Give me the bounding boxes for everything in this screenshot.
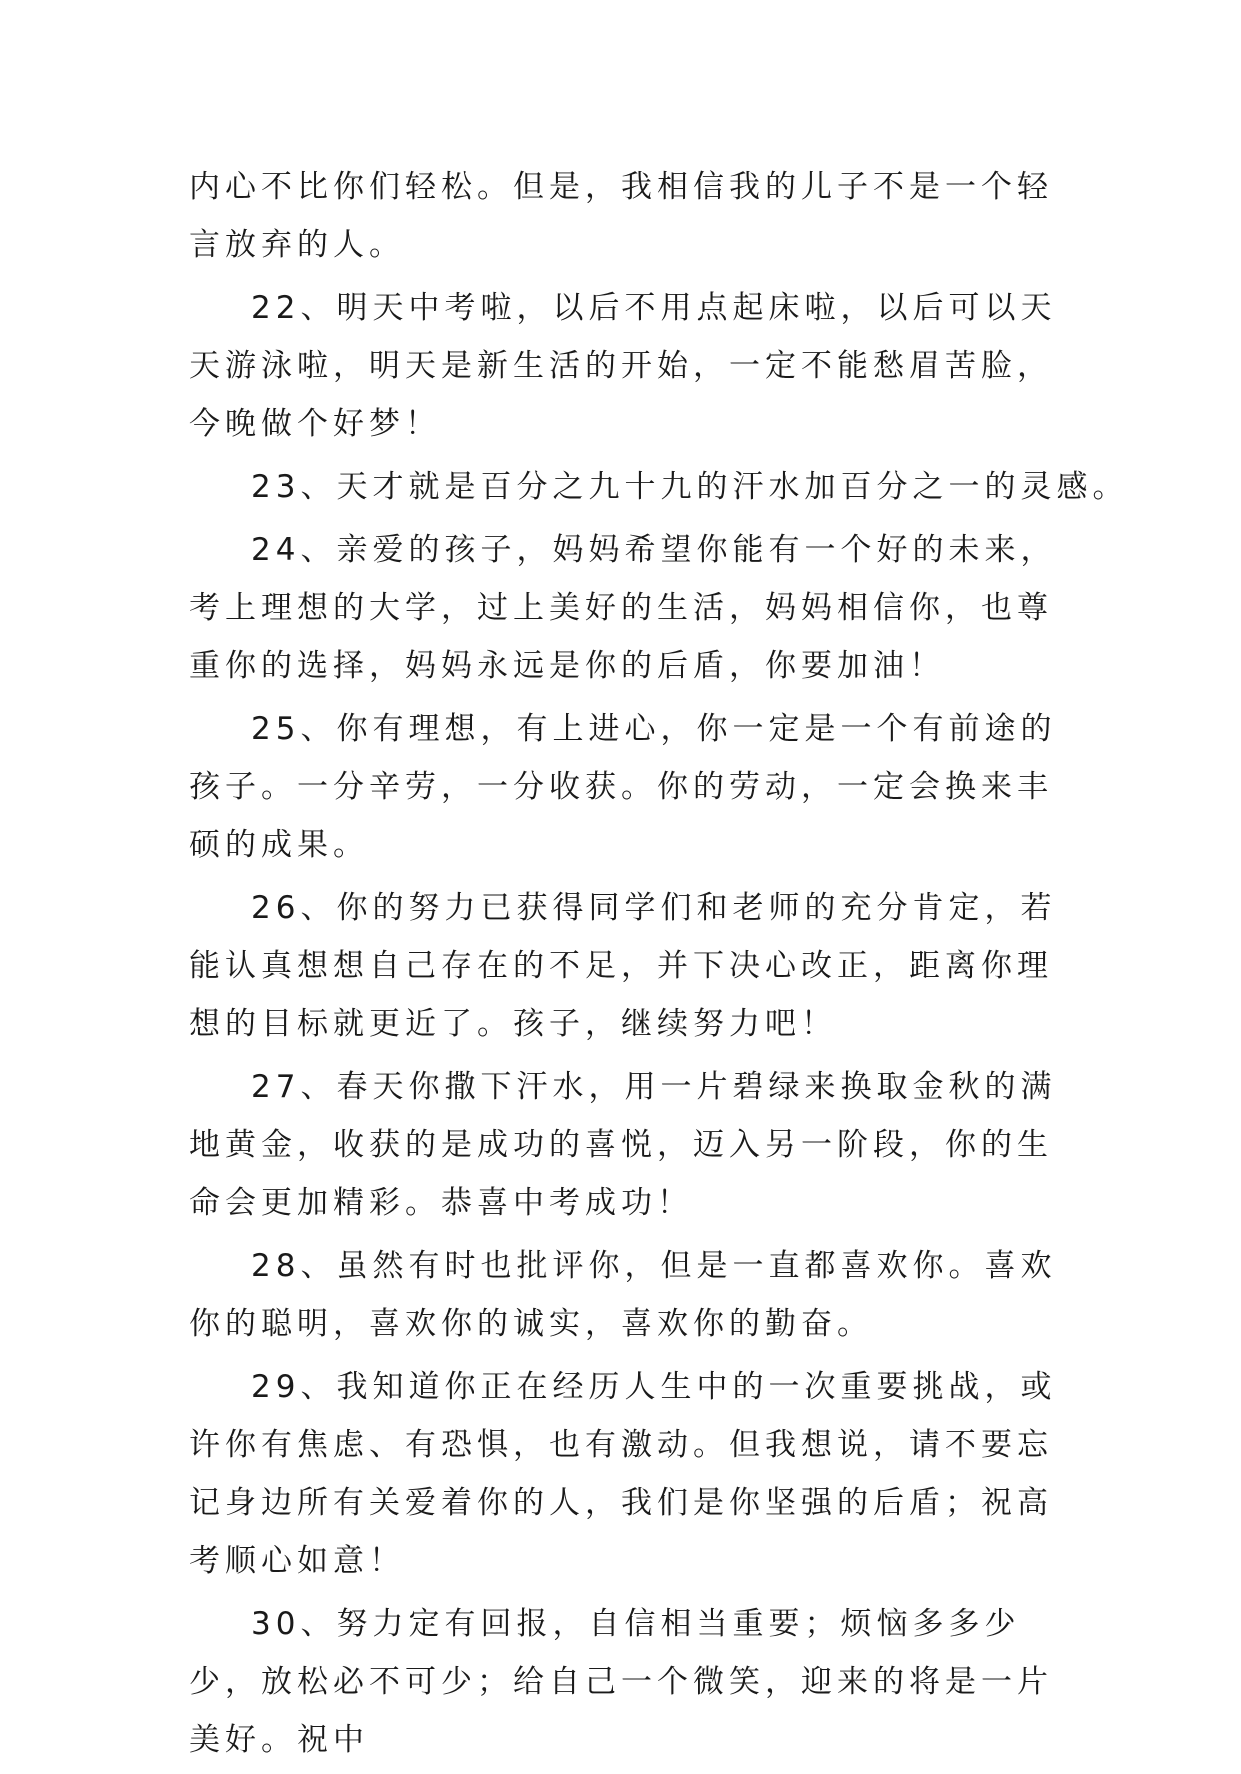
paragraph-27: 27、春天你撒下汗水，用一片碧绿来换取金秋的满地黄金，收获的是成功的喜悦，迈入另一阶段，你的生命会更加精彩。恭喜中考成功！ [189,1069,1057,1221]
paragraph-22: 22、明天中考啦，以后不用点起床啦，以后可以天天游泳啦，明天是新生活的开始，一定不能愁眉苦脸，今晚做个好梦！ [189,290,1057,442]
paragraph-28: 28、虽然有时也批评你，但是一直都喜欢你。喜欢你的聪明，喜欢你的诚实，喜欢你的勤奋。 [189,1248,1057,1342]
document-body [189,158,1129,1774]
paragraph-26: 26、你的努力已获得同学们和老师的充分肯定，若能认真想想自己存在的不足，并下决心改正，距离你理想的目标就更近了。孩子，继续努力吧！ [189,890,1057,1042]
paragraph-29: 29、我知道你正在经历人生中的一次重要挑战，或许你有焦虑、有恐惧，也有激动。但我想说，请不要忘记身边所有关爱着你的人，我们是你坚强的后盾；祝高考顺心如意！ [189,1369,1057,1579]
paragraph-25: 25、你有理想，有上进心，你一定是一个有前途的孩子。一分辛劳，一分收获。你的劳动，一定会换来丰硕的成果。 [189,711,1057,863]
paragraph-continuation: 内心不比你们轻松。但是，我相信我的儿子不是一个轻言放弃的人。 [189,169,1053,263]
paragraph-24: 24、亲爱的孩子，妈妈希望你能有一个好的未来，考上理想的大学，过上美好的生活，妈妈相信你，也尊重你的选择，妈妈永远是你的后盾，你要加油！ [189,532,1057,684]
paragraph-23: 23、天才就是百分之九十九的汗水加百分之一的灵感。 [251,469,1129,505]
paragraph-30: 30、努力定有回报，自信相当重要；烦恼多多少少，放松必不可少；给自己一个微笑，迎来的将是一片美好。祝中 [189,1606,1053,1758]
